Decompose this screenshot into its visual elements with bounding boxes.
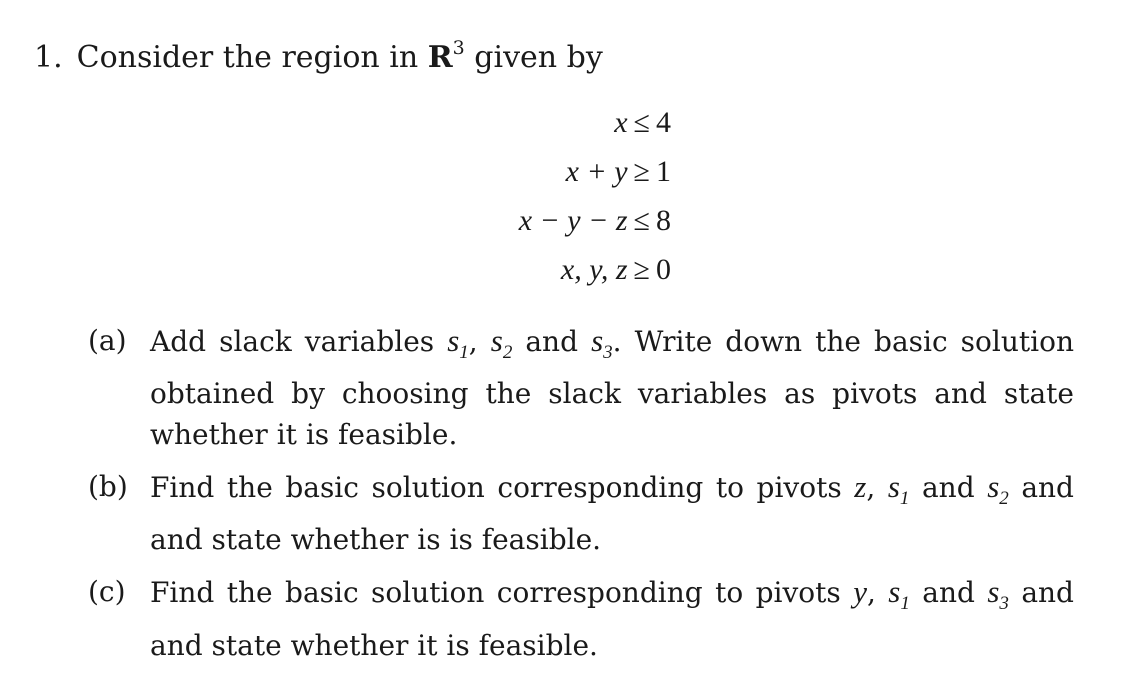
variable-z: z xyxy=(854,469,867,505)
part-c xyxy=(88,571,1088,665)
constraint-1 xyxy=(614,103,671,143)
problem-intro: Consider the region in xyxy=(76,40,428,75)
subquestions xyxy=(88,320,1088,677)
part-text-after: and state whether it is feasible. xyxy=(150,628,598,662)
constraint-4 xyxy=(561,250,671,290)
variable-y: y xyxy=(853,574,867,610)
constraint-rhs: 0 xyxy=(656,253,671,286)
part-text-after: . Write down the basic solution obtained by choosing the slack variables as pivots and state whether it is feasible. xyxy=(150,325,1074,452)
variable-s1: $s_1$ xyxy=(447,323,469,364)
space-exponent: 3 xyxy=(452,37,465,59)
part-text-after: and state whether is is feasible. xyxy=(150,523,602,557)
variable-s3: $s_3$ xyxy=(591,323,613,364)
part-text-before: Find the basic solution corresponding to pivots xyxy=(150,471,855,505)
part-text-before: Add slack variables xyxy=(150,325,448,358)
part-b xyxy=(88,466,1088,560)
part-text: Add slack variables $s_1$, $s_2$ and $s_3$. Write down the basic solution obtained by choosing the slack variables as pivots and state whether it is feasible. xyxy=(150,323,1074,452)
variable-s1: $s_1$ xyxy=(888,574,910,615)
constraint-3 xyxy=(519,201,671,241)
constraint-2 xyxy=(566,152,671,192)
variable-s2: $s_2$ xyxy=(490,323,513,364)
variable-s1: $s_1$ xyxy=(887,469,910,510)
part-label: (b) xyxy=(88,470,128,504)
part-a xyxy=(88,320,1088,455)
variable-s2: $s_2$ xyxy=(987,469,1009,510)
part-label: (a) xyxy=(88,324,127,357)
constraint-lhs: x + y xyxy=(565,155,628,188)
part-text: Find the basic solution corresponding to pivots z, $s_1$ and $s_2$ and and state whether is is feasible. xyxy=(150,469,1074,557)
problem-number: 1. xyxy=(34,40,63,75)
constraint-lhs: x xyxy=(614,106,628,139)
variable-s3: $s_3$ xyxy=(987,574,1009,615)
part-text: Find the basic solution corresponding to pivots y, $s_1$ and $s_3$ and and state whether it is feasible. xyxy=(150,574,1074,662)
problem-intro-tail: given by xyxy=(464,40,603,75)
constraint-lhs: x − y − z xyxy=(518,204,628,237)
constraint-rhs: 8 xyxy=(656,204,671,237)
part-label: (c) xyxy=(88,575,126,609)
constraint-rhs: 1 xyxy=(656,155,671,188)
constraint-operator: ≥ xyxy=(633,253,650,286)
part-text-before: Find the basic solution corresponding to pivots xyxy=(150,576,854,610)
constraint-operator: ≥ xyxy=(633,155,650,188)
constraint-lhs: x, y, z xyxy=(560,253,628,286)
constraint-rhs: 4 xyxy=(656,106,671,139)
constraint-operator: ≤ xyxy=(633,204,650,237)
constraint-operator: ≤ xyxy=(633,106,650,139)
real-space-symbol: R xyxy=(427,40,453,75)
problem-heading xyxy=(34,28,603,80)
